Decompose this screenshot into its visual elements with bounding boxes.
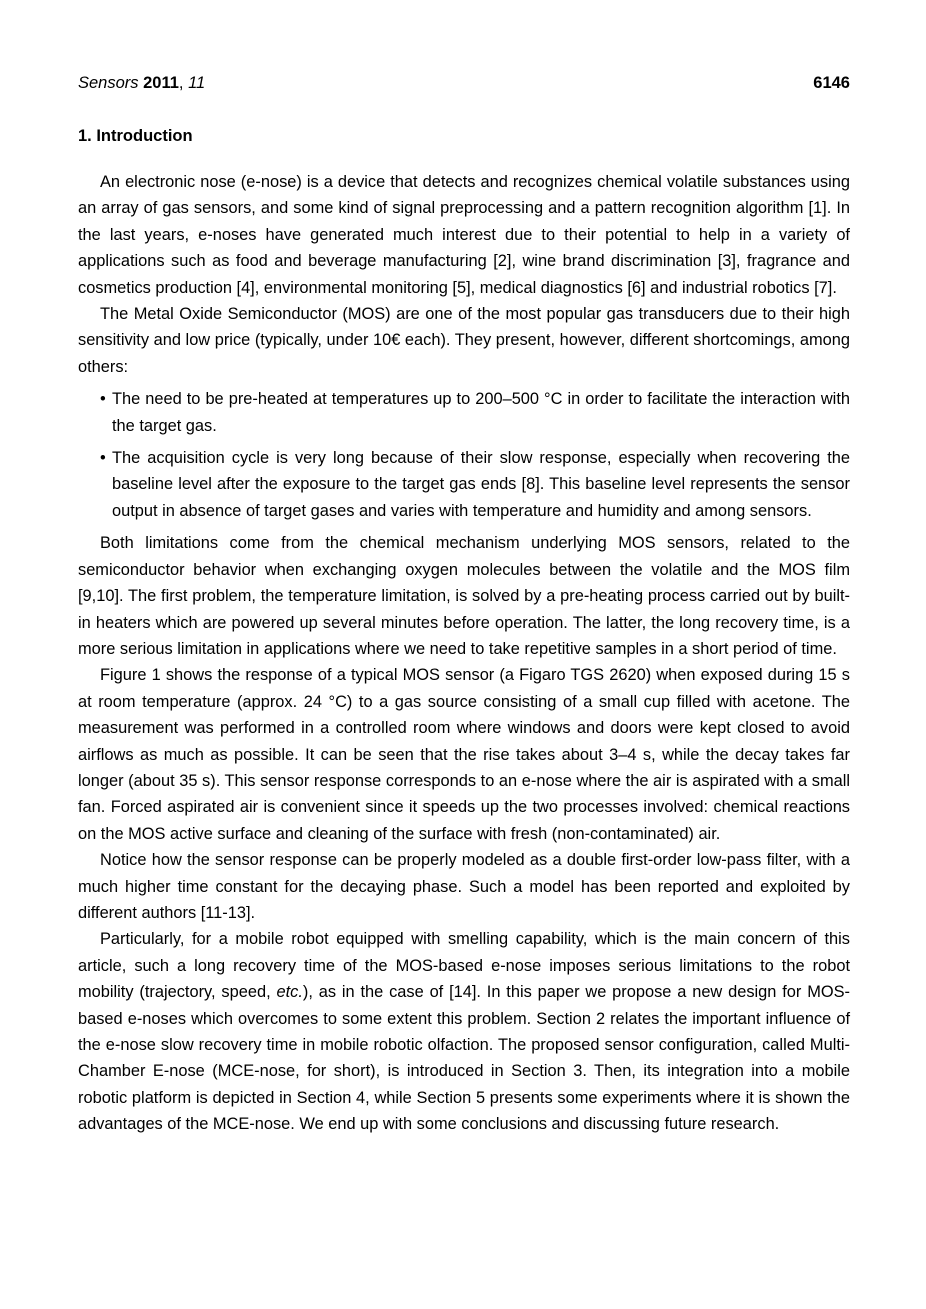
journal-year: 2011 bbox=[143, 74, 179, 92]
shortcomings-list bbox=[78, 386, 850, 524]
list-item bbox=[78, 445, 850, 524]
paragraph-text: Particularly, for a mobile robot equipped with smelling capability, which is the main concern of this article, such a long recovery time of the MOS-based e-nose imposes serious limitations to the robot mobility (trajectory, speed, bbox=[78, 930, 850, 1002]
paragraph-limitations: Both limitations come from the chemical mechanism underlying MOS sensors, related to the semiconductor behavior when exchanging oxygen molecules between the volatile and the MOS film [9,10]. The first problem, the temperature limitation, is solved by a pre-heating process carried out by built-in heaters which are powered up several minutes before operation. The latter, the long recovery time, is a more serious limitation in applications where we need to take repetitive samples in a short period of time. bbox=[78, 534, 850, 658]
paragraph-mos-sensors: The Metal Oxide Semiconductor (MOS) are one of the most popular gas transducers due to their high sensitivity and low price (typically, under 10€ each). They present, however, different shortcomings, among others: bbox=[78, 305, 850, 376]
journal-citation bbox=[78, 70, 205, 96]
page-number: 6146 bbox=[813, 74, 850, 92]
paragraph-intro-enose: An electronic nose (e-nose) is a device that detects and recognizes chemical volatile substances using an array of gas sensors, and some kind of signal preprocessing and a pattern recognition algorithm [1]. In the last years, e-noses have generated much interest due to their potential to help in a variety of applications such as food and beverage manufacturing [2], wine brand discrimination [3], fragrance and cosmetics production [4], environmental monitoring [5], medical diagnostics [6] and industrial robotics [7]. bbox=[78, 173, 850, 297]
list-item-text: The need to be pre-heated at temperatures up to 200–500 °C in order to facilitate the interaction with the target gas. bbox=[112, 390, 850, 435]
bullet-marker: • bbox=[100, 390, 106, 409]
paragraph-figure-1-description: Figure 1 shows the response of a typical MOS sensor (a Figaro TGS 2620) when exposed during 15 s at room temperature (approx. 24 °C) to a gas source consisting of a small cup filled with acetone. The measurement was performed in a controlled room where windows and doors were kept closed to avoid airflows as much as possible. It can be seen that the rise takes about 3–4 s, while the decay takes far longer (about 35 s). This sensor response corresponds to an e-nose where the air is aspirated with a small fan. Forced aspirated air is convenient since it speeds up the two processes involved: chemical reactions on the MOS active surface and cleaning of the surface with fresh (non-contaminated) air. bbox=[78, 666, 850, 843]
page bbox=[78, 70, 850, 1138]
running-head bbox=[78, 70, 850, 96]
etc-italic: etc. bbox=[276, 983, 303, 1002]
bullet-marker: • bbox=[100, 449, 106, 468]
journal-name: Sensors bbox=[78, 74, 139, 92]
list-item-text: The acquisition cycle is very long because of their slow response, especially when recovering the baseline level after the exposure to the target gas ends [8]. This baseline level represents the sensor output in absence of target gases and varies with temperature and humidity and among sensors. bbox=[112, 449, 850, 520]
body-text bbox=[78, 169, 850, 1138]
list-item bbox=[78, 386, 850, 439]
paragraph-sensor-model: Notice how the sensor response can be properly modeled as a double first-order low-pass filter, with a much higher time constant for the decaying phase. Such a model has been reported and exploited by different authors [11-13]. bbox=[78, 851, 850, 922]
citation-comma: , bbox=[178, 74, 189, 92]
paragraph-mobile-robot bbox=[78, 926, 850, 1137]
section-heading: 1. Introduction bbox=[78, 127, 193, 145]
paragraph-text: ), as in the case of [14]. In this paper we propose a new design for MOS-based e-noses which overcomes to some extent this problem. Section 2 relates the important influence of the e-nose slow recovery time in mobile robotic olfaction. The proposed sensor configuration, called Multi-Chamber E-nose (MCE-nose, for short), is introduced in Section 3. Then, its integration into a mobile robotic platform is depicted in Section 4, while Section 5 presents some experiments where it is shown the advantages of the MCE-nose. We end up with some conclusions and discussing future research. bbox=[78, 983, 850, 1134]
journal-volume: 11 bbox=[188, 74, 206, 92]
